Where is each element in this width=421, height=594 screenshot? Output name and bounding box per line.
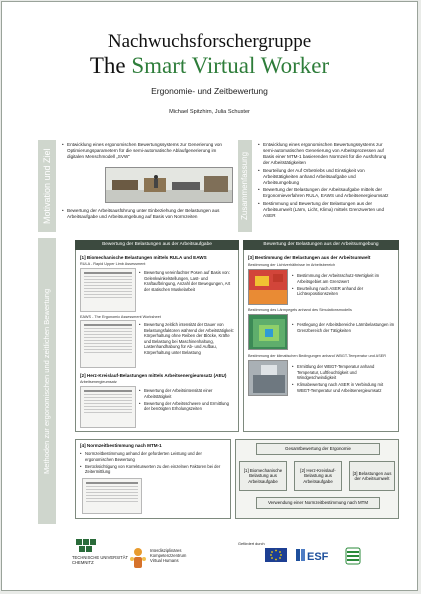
aeu-bullet-2: • Bewertung der Arbeitsschwere und Ermittlung der benötigten Erholungszeiten [139, 401, 235, 412]
env-panel-header: Bewertung der Belastungen aus der Arbeitsumgebung [243, 240, 399, 250]
light-heatmap-svg [249, 270, 288, 305]
rula-caption: RULA - Rapid Upper Limb Assessment [80, 262, 146, 266]
ikz-line1: Interdisziplinäres [150, 548, 182, 553]
workshop-render-image [105, 167, 233, 203]
eu-flag-logo [265, 548, 287, 562]
funded-by-label: Gefördert durch [238, 542, 265, 546]
tu-chemnitz-logo [76, 539, 102, 553]
task-panel-header: Bewertung der Belastungen aus der Arbeitsaufgabe [75, 240, 239, 250]
esf-logo-svg [296, 547, 330, 563]
poster-title-highlight: Smart Virtual Worker [131, 53, 330, 78]
light-bullet-1: • Bestimmung der Arbeitsschutz-Wertigkeit im Arbeitsgebiet am Grenzwert [292, 273, 396, 284]
tu-line1: TECHNISCHE UNIVERSITÄT [72, 555, 129, 560]
motivation-bullets [62, 142, 232, 162]
summary-bullets [258, 142, 392, 220]
mtm-bullet-2: • Berücksichtigung von Korrekturwerten zu den einzelnen Faktoren bei der Zeitermittlung [80, 464, 226, 475]
eu-flag-svg [265, 548, 287, 562]
eaws-worksheet-image [80, 320, 136, 368]
noise-map-svg [249, 315, 288, 350]
eaws-caption: EAWS - The Ergonomic Assessment Worksheet [80, 315, 161, 319]
poster-authors: Michael Spitzhirn, Julia Schuster [169, 109, 250, 115]
summary-bullet-2: • Beurteilung der Auf Orbetriebs und Einstigkeit von Arbeitstätigkeiten anhand Arbeitsaufgabe und Arbeitsumgebung [258, 168, 392, 186]
climate-bullet-2: • Klimabewertung nach ASER in Verbindung mit WBGT-Temperatur und Arbeitsenergieumsatz [292, 382, 396, 393]
motivation-bullet-1: • Entwicklung eines ergonomischen Bewertungssystems zur Generierung von Optimierungsparametern für die semi-automatische Ablaufgenerierung im digitalen Menschmodell „SVW“ [62, 142, 232, 160]
summary-bullet-3: • Bewertung der Belastungen der Arbeitsaufgabe mittels der Ergonomieverfahren RULA, EAWS und Arbeitsenergieumsatz [258, 187, 392, 199]
ikz-text [150, 548, 210, 563]
task-sec1-title: [1] Biomechanische Belastungen mittels RULA und EAWS [80, 255, 207, 260]
climate-caption: Bestimmung der klimatischen Bedingungen anhand WBGT-Temperatur und ASER [248, 354, 387, 358]
flow-bottom-box: Verwendung einer Normzeitbestimmung nach MTM [256, 497, 380, 509]
tu-chemnitz-text [72, 555, 132, 565]
flow-top-box: Gesamtbewertung der Ergonomie [256, 443, 380, 455]
light-heatmap-image [248, 269, 288, 305]
mtm-table-image [82, 478, 142, 514]
tu-logo-svg [76, 539, 102, 553]
climate-bullet-1: • Ermittlung der WBGT-Temperatur anhand Temperatur, Luftfeuchtigkeit und Windgeschwindigkeit [292, 364, 396, 381]
mtm-bullet-1: • Normzeitbestimmung anhand der geforderten Leistung und der ergonomischen Bewertung [80, 451, 226, 462]
mtm-bullets [80, 451, 226, 476]
poster-title-prefix: The [89, 53, 126, 78]
aeu-caption: Arbeitsenergieumsatz [80, 380, 117, 384]
aeu-table-image [80, 386, 136, 428]
eaws-bullet-1: • Bewertung zeitlich intensität der Dauer von Belastungsfaktoren während der Arbeitstätigkeit: Körperhaltung ohne Reiben der Blöcke, Kräfte und Belastung bei Maschinenhaltung, Lastenhandhabung für Ab- und Aufbau, Körperhaltung unter Belastung [139, 322, 235, 355]
ikz-logo-icon [129, 547, 147, 569]
noise-caption: Bestimmung des Lärmpegels anhand des Simulationsmodells [248, 308, 352, 312]
flow-box-2: [2] Herz-Kreislauf-Belastung aus Arbeitsaufgabe [294, 461, 342, 491]
noise-map-image [248, 314, 288, 350]
eaws-bullets [139, 322, 235, 357]
summary-bullet-1: • Entwicklung eines ergonomischen Bewertungssystems zur semi-automatischen Generierung von Arbeitsprozessen auf Basis einer MTM-1 basierenden Normzeit für die Ausführung der Arbeitstätigkeiten [258, 142, 392, 166]
climate-svg [249, 361, 288, 396]
poster-subtitle: Ergonomie- und Zeitbewertung [151, 86, 268, 96]
motivation-bullet-2: • Bewertung der Arbeitsausführung unter Einbeziehung der Belastungen aus Arbeitsaufgabe und Arbeitsumgebung auf Basis von Normzeiten [62, 208, 232, 220]
saxony-logo [344, 547, 362, 565]
tu-line2: CHEMNITZ [72, 560, 94, 565]
poster-title-line2 [2, 53, 417, 79]
motivation-bullets-2 [62, 208, 232, 222]
rula-bullets [139, 270, 235, 294]
mtm-title: [4] Normzeitbestimmung nach MTM-1 [80, 443, 162, 448]
light-bullets [292, 273, 396, 298]
climate-image [248, 360, 288, 396]
task-sec2-title: [2] Herz-Kreislauf-Belastungen mittels Arbeitsenergieumsatz (AEU) [80, 373, 227, 378]
ikz-logo-svg [129, 547, 147, 569]
svg-text:ESF: ESF [307, 551, 329, 563]
poster-title-line1: Nachwuchsforschergruppe [107, 31, 312, 52]
env-sec3-title: [3] Bestimmung der Belastungen aus der Arbeitsumwelt [248, 255, 371, 260]
noise-bullet-1: • Festlegung der Arbeitsbereiche Lärmbelastungen im Grenzbereich der Tätigkeiten [292, 322, 396, 333]
esf-logo [296, 547, 330, 563]
ikz-line2: Kompetenzzentrum [150, 553, 187, 558]
summary-bullet-4: • Bestimmung und Bewertung der Belastungen aus der Arbeitsumwelt (Lärm, Licht, Klima) mittels Grenzwerten und ASER [258, 201, 392, 219]
summary-label: Zusammenfassung [240, 151, 249, 221]
saxony-logo-svg [344, 547, 362, 565]
poster [1, 1, 418, 591]
rula-bullet-1: • Bewertung vereinfachter Posen auf Basis von: Gelenkwinkelstellungen, Last- und Kraftaufbringung, Anzahl der Bewegungen, Art der statischen Muskelarbeit [139, 270, 235, 292]
climate-bullets [292, 364, 396, 395]
workshop-render-svg [106, 168, 233, 203]
ikz-line3: Virtual Humans [150, 558, 179, 563]
noise-bullets [292, 322, 396, 335]
methods-label: Methoden zur ergonomischen und zeitlichen Bewertung [42, 288, 51, 474]
light-bullet-2: • Beurteilung nach ASER anhand der Lichtexpositionszeiten [292, 286, 396, 297]
flow-box-3: [3] Belastungen aus der Arbeitsumwelt [349, 461, 395, 491]
flow-box-1: [1] Biomechanische Belastung aus Arbeitsaufgabe [239, 461, 287, 491]
motivation-label: Motivation und Ziel [42, 148, 52, 224]
rula-worksheet-image [80, 268, 136, 312]
light-caption: Bestimmung der Lichtverhältnisse im Arbeitsbereich [248, 263, 336, 267]
aeu-bullets [139, 388, 235, 413]
aeu-bullet-1: • Bewertung der Arbeitsintensität einer Arbeitstätigkeit [139, 388, 235, 399]
